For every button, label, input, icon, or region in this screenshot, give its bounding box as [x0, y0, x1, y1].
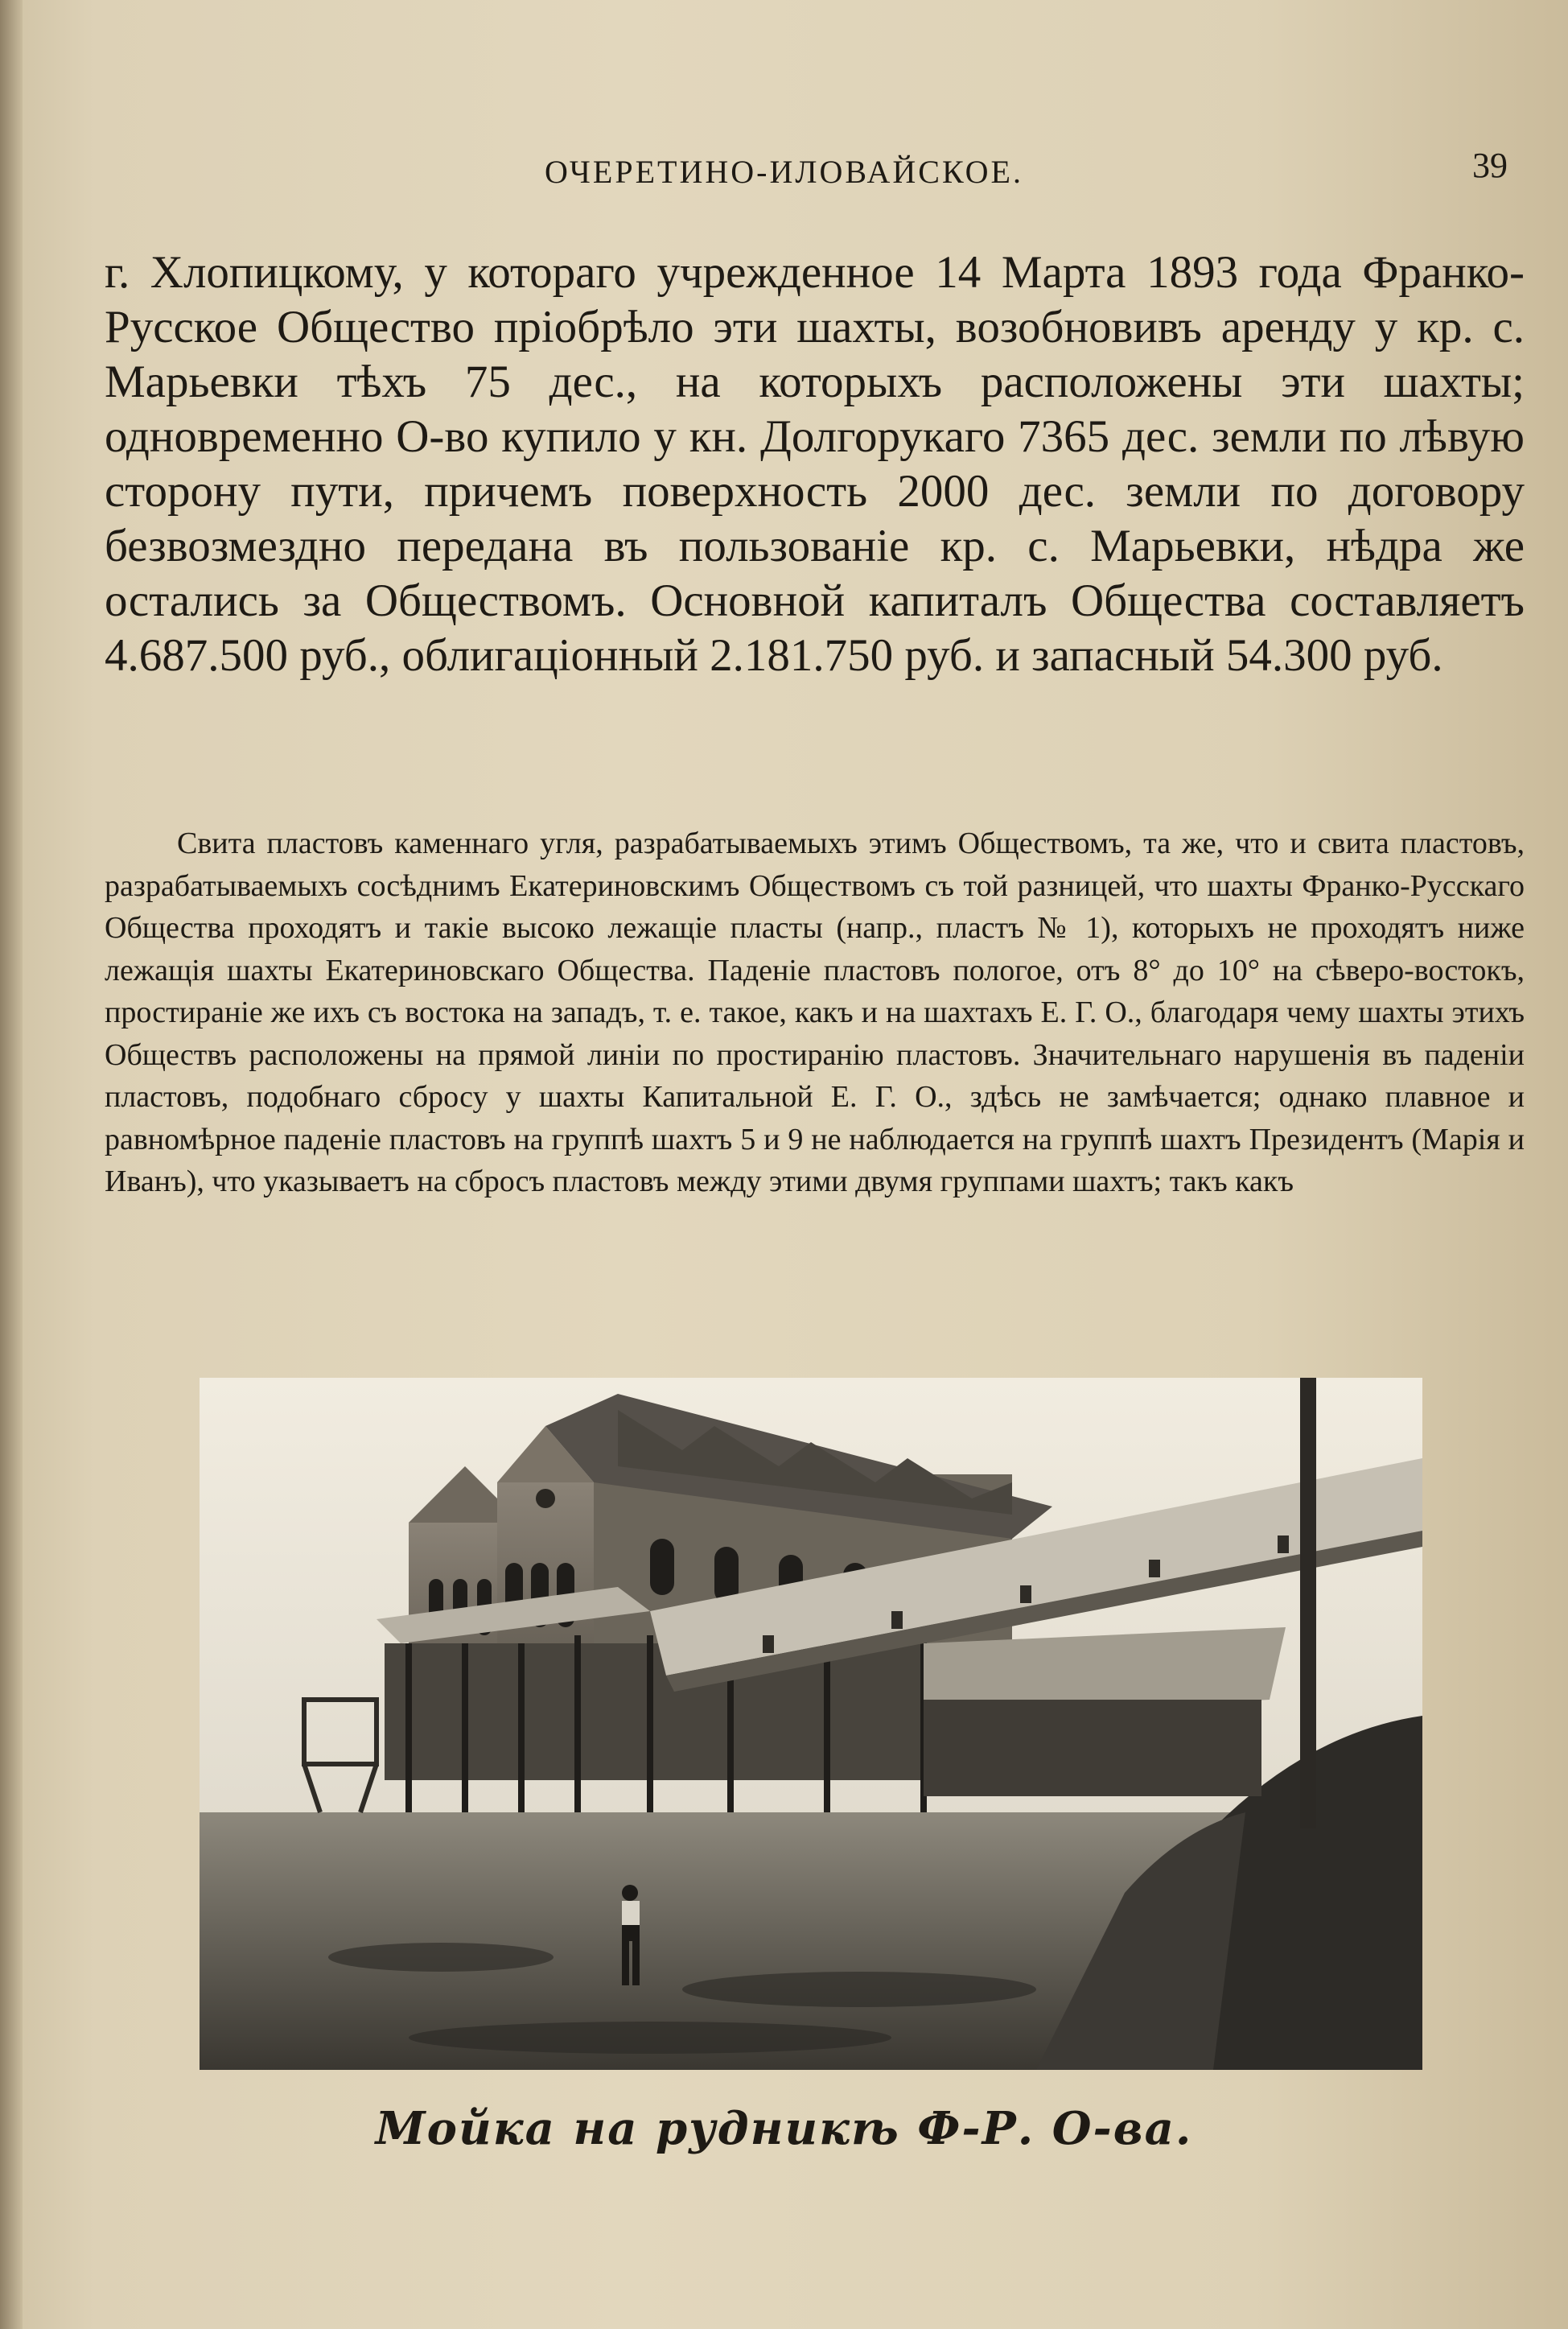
- small-print-paragraph: Свита пластовъ каменнаго угля, разрабатываемыхъ этимъ Обществомъ, та же, что и свита пластовъ, разрабатываемыхъ сосѣднимъ Екатериновскимъ Обществомъ съ той разницей, что шахты Франко-Русскаго Общества проходятъ и такіе высоко лежащіе пласты (напр., пластъ № 1), которыхъ не проходятъ ниже лежащія шахты Екатериновскаго Общества. Паденіе пластовъ пологое, отъ 8° до 10° на сѣверо-востокъ, простираніе же ихъ съ востока на западъ, т. е. такое, какъ и на шахтахъ Е. Г. О., благодаря чему шахты этихъ Обществъ расположены на прямой линіи по простиранію пластовъ. Значительнаго нарушенія въ паденіи пластовъ, подобнаго сбросу у шахты Капитальной Е. Г. О., здѣсь не замѣчается; однако плавное и равномѣрное паденіе пластовъ на группѣ шахтъ 5 и 9 не наблюдается на группѣ шахтъ Президентъ (Марія и Иванъ), что указываетъ на сбросъ пластовъ между этими двумя группами шахтъ; такъ какъ: [105, 826, 1525, 1198]
- photo-illustration: [200, 1378, 1422, 2070]
- page-binding-edge: [0, 0, 23, 2329]
- page-number: 39: [1472, 146, 1508, 185]
- figure-caption: Мойка на рудникѣ Ф-Р. О-ва.: [375, 2102, 1193, 2155]
- running-head: ОЧЕРЕТИНО-ИЛОВАЙСКОЕ.: [545, 154, 1023, 190]
- main-paragraph: г. Хлопицкому, у котораго учрежденное 14 Марта 1893 года Франко-Русское Общество пріобрѣло эти шахты, возобновивъ аренду у кр. с. Марьевки тѣхъ 75 дес., на которыхъ расположены эти шахты; одновременно О-во купило у кн. Долгорукаго 7365 дес. земли по лѣвую сторону пути, причемъ поверхность 2000 дес. земли по договору безвозмездно передана въ пользованіе кр. с. Марьевки, нѣдра же остались за Обществомъ. Основной капиталъ Общества составляетъ 4.687.500 руб., облигаціонный 2.181.750 руб. и запасный 54.300 руб.: [105, 247, 1525, 681]
- mine-washery-photo: [200, 1378, 1422, 2070]
